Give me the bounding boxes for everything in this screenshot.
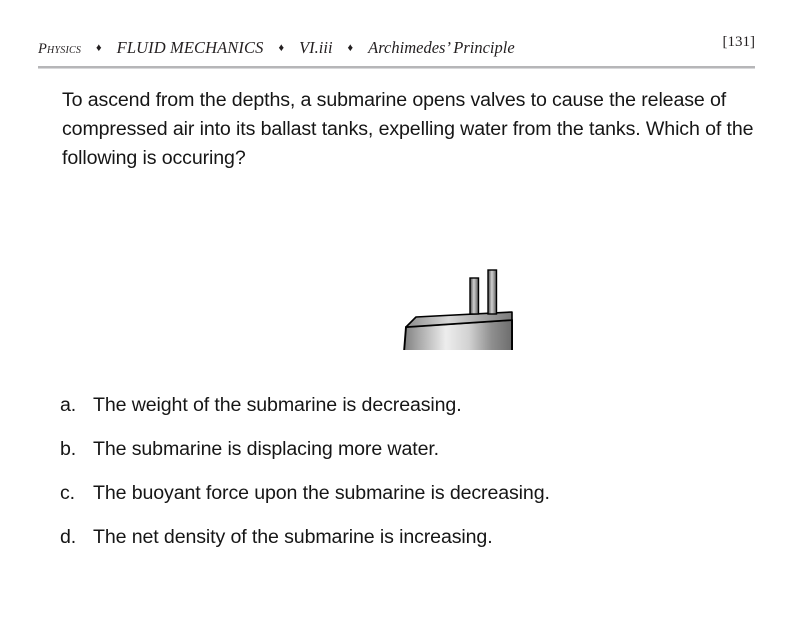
breadcrumb — [38, 38, 515, 58]
question-text: To ascend from the depths, a submarine opens valves to cause the release of compressed air into its ballast tanks, expelling water from the tanks. Which of the following is occuring? — [62, 89, 754, 169]
answer-choice-text: The submarine is displacing more water. — [93, 438, 439, 460]
breadcrumb-item-topic: FLUID MECHANICS — [116, 38, 264, 57]
periscope-mast-group — [470, 270, 497, 314]
breadcrumb-separator-icon: ♦ — [347, 42, 354, 54]
conning-tower — [398, 312, 512, 350]
radio-mast — [488, 270, 497, 314]
header-divider — [38, 66, 755, 69]
breadcrumb-separator-icon: ♦ — [278, 42, 285, 54]
answer-choices — [60, 392, 720, 568]
answer-choice-text: The net density of the submarine is increasing. — [93, 526, 493, 548]
answer-choice-d[interactable] — [60, 524, 720, 568]
answer-choice-c[interactable] — [60, 480, 720, 524]
breadcrumb-item-section: VI.iii — [299, 38, 333, 57]
breadcrumb-item-subject: Archimedes’ Principle — [368, 38, 515, 57]
page-header — [38, 34, 755, 66]
answer-choice-letter: b. — [60, 438, 77, 460]
breadcrumb-item-physics: Physics — [38, 41, 82, 57]
answer-choice-letter: d. — [60, 526, 77, 548]
answer-choice-letter: a. — [60, 394, 77, 416]
page-number: [131] — [722, 34, 755, 50]
answer-choice-text: The buoyant force upon the submarine is decreasing. — [93, 482, 550, 504]
answer-choice-letter: c. — [60, 482, 76, 504]
submarine-figure — [220, 200, 580, 350]
answer-choice-text: The weight of the submarine is decreasing. — [93, 394, 462, 416]
answer-choice-b[interactable] — [60, 436, 720, 480]
breadcrumb-separator-icon: ♦ — [96, 42, 102, 54]
periscope-mast — [470, 278, 479, 314]
answer-choice-a[interactable] — [60, 392, 720, 436]
